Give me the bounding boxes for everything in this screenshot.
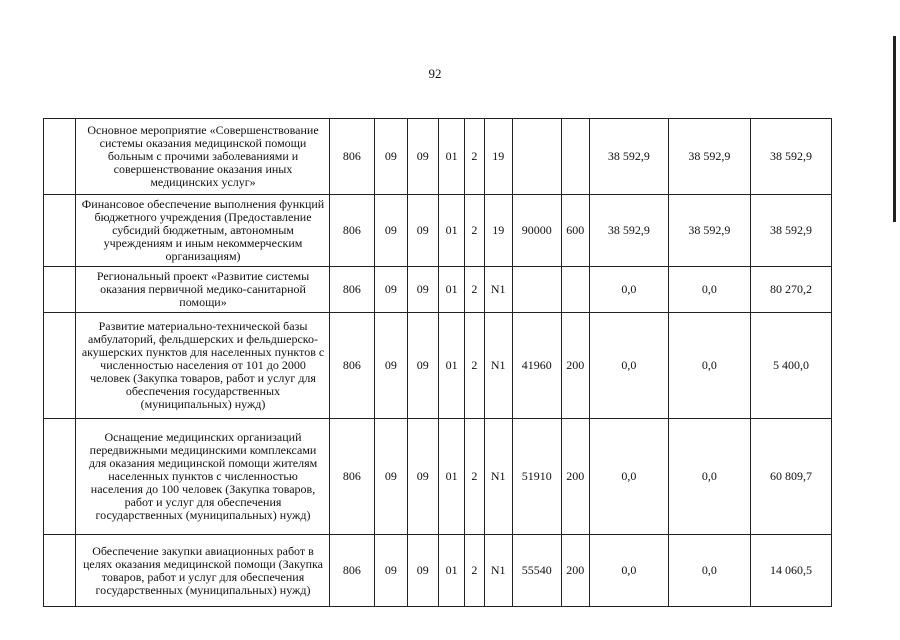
expense-type-cell: 200 [561,535,589,607]
subsection-code-cell: 09 [407,313,438,419]
subprogram-code-cell: 2 [465,419,484,535]
section-code-cell: 09 [375,313,407,419]
item-name-cell: Основное мероприятие «Совершенствование системы оказания медицинской помощи больным с прочими заболеваниями и совершенствование оказания иных медицинских услуг» [76,119,329,195]
blank-cell [44,267,76,313]
ministry-code-cell: 806 [329,535,375,607]
program-code-cell: 01 [438,267,464,313]
item-code-cell: 19 [484,195,512,267]
expense-type-cell [561,267,589,313]
expense-type-cell [561,119,589,195]
expense-type-cell: 200 [561,313,589,419]
expense-code-cell: 41960 [512,313,561,419]
table-row [44,313,832,419]
item-name-cell: Развитие материально-технической базы амбулаторий, фельдшерских и фельдшерско-акушерских пунктов для населенных пунктов с численностью населения от 101 до 2000 человек (Закупка товаров, работ и услуг для обеспечения государственных (муниципальных) нужд) [76,313,329,419]
subsection-code-cell: 09 [407,535,438,607]
subprogram-code-cell: 2 [465,119,484,195]
program-code-cell: 01 [438,195,464,267]
amount-year-2-cell: 0,0 [668,419,750,535]
amount-year-2-cell: 0,0 [668,313,750,419]
subprogram-code-cell: 2 [465,195,484,267]
table-row [44,419,832,535]
blank-cell [44,535,76,607]
expense-type-cell: 200 [561,419,589,535]
program-code-cell: 01 [438,313,464,419]
item-code-cell: 19 [484,119,512,195]
expense-code-cell [512,267,561,313]
amount-year-1-cell: 0,0 [589,535,668,607]
blank-cell [44,119,76,195]
amount-year-1-cell: 0,0 [589,313,668,419]
table-row [44,195,832,267]
amount-year-2-cell: 0,0 [668,267,750,313]
expense-code-cell: 90000 [512,195,561,267]
section-code-cell: 09 [375,535,407,607]
ministry-code-cell: 806 [329,119,375,195]
ministry-code-cell: 806 [329,313,375,419]
amount-year-3-cell: 80 270,2 [750,267,831,313]
ministry-code-cell: 806 [329,195,375,267]
subprogram-code-cell: 2 [465,313,484,419]
item-name-cell: Оснащение медицинских организаций передвижными медицинскими комплексами для оказания медицинской помощи жителям населенных пунктов с численностью населения до 100 человек (Закупка товаров, работ и услуг для обеспечения государственных (муниципальных) нужд) [76,419,329,535]
item-name-cell: Обеспечение закупки авиационных работ в целях оказания медицинской помощи (Закупка товаров, работ и услуг для обеспечения государственных (муниципальных) нужд) [76,535,329,607]
section-code-cell: 09 [375,419,407,535]
item-code-cell: N1 [484,419,512,535]
ministry-code-cell: 806 [329,419,375,535]
item-name-cell: Региональный проект «Развитие системы оказания первичной медико-санитарной помощи» [76,267,329,313]
scan-edge-line [893,36,896,222]
expense-code-cell: 55540 [512,535,561,607]
subsection-code-cell: 09 [407,267,438,313]
section-code-cell: 09 [375,195,407,267]
expense-code-cell: 51910 [512,419,561,535]
program-code-cell: 01 [438,535,464,607]
amount-year-1-cell: 0,0 [589,267,668,313]
section-code-cell: 09 [375,119,407,195]
amount-year-3-cell: 14 060,5 [750,535,831,607]
table-row [44,119,832,195]
item-name-cell: Финансовое обеспечение выполнения функций бюджетного учреждения (Предоставление субсидий бюджетным, автономным учреждениям и иным некоммерческим организациям) [76,195,329,267]
item-code-cell: N1 [484,313,512,419]
subsection-code-cell: 09 [407,419,438,535]
section-code-cell: 09 [375,267,407,313]
subsection-code-cell: 09 [407,195,438,267]
amount-year-3-cell: 5 400,0 [750,313,831,419]
blank-cell [44,419,76,535]
page-number: 92 [428,66,442,81]
item-code-cell: N1 [484,267,512,313]
subprogram-code-cell: 2 [465,535,484,607]
budget-table [43,118,832,607]
blank-cell [44,313,76,419]
subsection-code-cell: 09 [407,119,438,195]
amount-year-2-cell: 38 592,9 [668,119,750,195]
amount-year-1-cell: 38 592,9 [589,195,668,267]
table-row [44,267,832,313]
program-code-cell: 01 [438,119,464,195]
ministry-code-cell: 806 [329,267,375,313]
item-code-cell: N1 [484,535,512,607]
amount-year-3-cell: 60 809,7 [750,419,831,535]
amount-year-1-cell: 0,0 [589,419,668,535]
amount-year-2-cell: 0,0 [668,535,750,607]
amount-year-2-cell: 38 592,9 [668,195,750,267]
amount-year-3-cell: 38 592,9 [750,195,831,267]
amount-year-3-cell: 38 592,9 [750,119,831,195]
expense-type-cell: 600 [561,195,589,267]
blank-cell [44,195,76,267]
table-row [44,535,832,607]
program-code-cell: 01 [438,419,464,535]
expense-code-cell [512,119,561,195]
amount-year-1-cell: 38 592,9 [589,119,668,195]
subprogram-code-cell: 2 [465,267,484,313]
